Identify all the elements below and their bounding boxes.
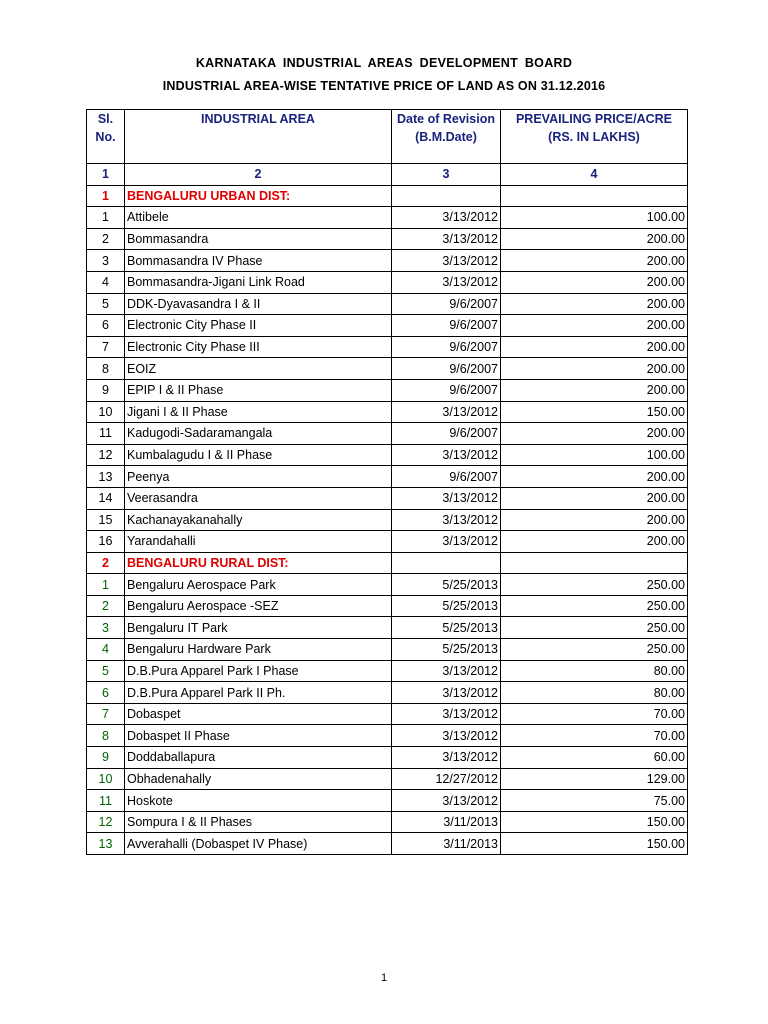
row-sl-no: 4 [87, 271, 125, 293]
header-sl-no: Sl. No. [87, 110, 125, 164]
row-price: 200.00 [501, 466, 688, 488]
table-row [87, 466, 688, 488]
row-industrial-area: Bommasandra [125, 228, 392, 250]
row-price: 200.00 [501, 358, 688, 380]
table-row [87, 574, 688, 596]
table-row [87, 833, 688, 855]
table-row [87, 401, 688, 423]
row-industrial-area: Yarandahalli [125, 531, 392, 553]
row-price: 200.00 [501, 271, 688, 293]
row-industrial-area: Electronic City Phase III [125, 336, 392, 358]
row-price: 100.00 [501, 207, 688, 229]
row-revision-date: 3/13/2012 [392, 747, 501, 769]
row-revision-date: 9/6/2007 [392, 466, 501, 488]
table-row [87, 271, 688, 293]
row-price: 129.00 [501, 768, 688, 790]
row-industrial-area: DDK-Dyavasandra I & II [125, 293, 392, 315]
row-industrial-area: D.B.Pura Apparel Park I Phase [125, 660, 392, 682]
row-revision-date: 12/27/2012 [392, 768, 501, 790]
row-price: 250.00 [501, 617, 688, 639]
row-industrial-area: D.B.Pura Apparel Park II Ph. [125, 682, 392, 704]
row-sl-no: 7 [87, 703, 125, 725]
row-sl-no: 5 [87, 293, 125, 315]
row-revision-date: 3/13/2012 [392, 207, 501, 229]
table-row [87, 595, 688, 617]
column-number: 2 [125, 164, 392, 186]
table-row [87, 509, 688, 531]
row-industrial-area: Bengaluru Aerospace Park [125, 574, 392, 596]
row-price: 60.00 [501, 747, 688, 769]
table-row [87, 531, 688, 553]
table-row [87, 811, 688, 833]
row-sl-no: 4 [87, 639, 125, 661]
table-row [87, 293, 688, 315]
row-industrial-area: Hoskote [125, 790, 392, 812]
row-industrial-area: Bengaluru IT Park [125, 617, 392, 639]
row-price: 200.00 [501, 423, 688, 445]
row-industrial-area: EPIP I & II Phase [125, 379, 392, 401]
row-price: 150.00 [501, 811, 688, 833]
table-row [87, 703, 688, 725]
row-price: 80.00 [501, 682, 688, 704]
document-subtitle: INDUSTRIAL AREA-WISE TENTATIVE PRICE OF LAND AS ON 31.12.2016 [162, 79, 606, 93]
section-number: 1 [87, 185, 125, 207]
section-number: 2 [87, 552, 125, 574]
row-price: 150.00 [501, 833, 688, 855]
row-industrial-area: Electronic City Phase II [125, 315, 392, 337]
row-industrial-area: Attibele [125, 207, 392, 229]
row-sl-no: 8 [87, 725, 125, 747]
column-number-row [87, 164, 688, 186]
row-sl-no: 1 [87, 574, 125, 596]
row-sl-no: 6 [87, 682, 125, 704]
row-industrial-area: Bengaluru Hardware Park [125, 639, 392, 661]
row-revision-date: 3/13/2012 [392, 444, 501, 466]
row-price: 200.00 [501, 509, 688, 531]
row-sl-no: 16 [87, 531, 125, 553]
row-price: 200.00 [501, 531, 688, 553]
row-revision-date: 3/13/2012 [392, 401, 501, 423]
row-price: 200.00 [501, 379, 688, 401]
table-row [87, 444, 688, 466]
row-revision-date: 5/25/2013 [392, 617, 501, 639]
row-price: 100.00 [501, 444, 688, 466]
table-row [87, 228, 688, 250]
row-sl-no: 3 [87, 617, 125, 639]
row-sl-no: 14 [87, 487, 125, 509]
row-sl-no: 15 [87, 509, 125, 531]
row-industrial-area: Veerasandra [125, 487, 392, 509]
table-row [87, 358, 688, 380]
row-price: 200.00 [501, 250, 688, 272]
column-number: 3 [392, 164, 501, 186]
row-price: 200.00 [501, 315, 688, 337]
row-revision-date: 3/13/2012 [392, 487, 501, 509]
row-sl-no: 9 [87, 747, 125, 769]
empty-cell [392, 185, 501, 207]
page-number: 1 [380, 972, 388, 984]
row-sl-no: 8 [87, 358, 125, 380]
row-sl-no: 12 [87, 444, 125, 466]
table-row [87, 617, 688, 639]
row-price: 200.00 [501, 336, 688, 358]
row-price: 75.00 [501, 790, 688, 812]
row-price: 200.00 [501, 487, 688, 509]
row-sl-no: 13 [87, 466, 125, 488]
empty-cell [392, 552, 501, 574]
row-industrial-area: Peenya [125, 466, 392, 488]
table-row [87, 660, 688, 682]
district-section-row [87, 552, 688, 574]
land-price-table [86, 109, 688, 855]
table-row [87, 379, 688, 401]
table-row [87, 315, 688, 337]
table-row [87, 639, 688, 661]
table-row [87, 336, 688, 358]
header-date-of-revision: Date of Revision (B.M.Date) [392, 110, 501, 164]
document-title: KARNATAKA INDUSTRIAL AREAS DEVELOPMENT BOARD [195, 56, 573, 70]
row-sl-no: 2 [87, 228, 125, 250]
section-name: BENGALURU RURAL DIST: [125, 552, 392, 574]
row-industrial-area: Sompura I & II Phases [125, 811, 392, 833]
row-price: 250.00 [501, 639, 688, 661]
row-revision-date: 9/6/2007 [392, 423, 501, 445]
row-sl-no: 6 [87, 315, 125, 337]
row-industrial-area: Bommasandra IV Phase [125, 250, 392, 272]
empty-cell [501, 552, 688, 574]
table-row [87, 790, 688, 812]
row-revision-date: 3/13/2012 [392, 660, 501, 682]
row-price: 70.00 [501, 725, 688, 747]
table-header-row [87, 110, 688, 164]
row-sl-no: 7 [87, 336, 125, 358]
row-industrial-area: Avverahalli (Dobaspet IV Phase) [125, 833, 392, 855]
row-revision-date: 3/11/2013 [392, 811, 501, 833]
row-sl-no: 5 [87, 660, 125, 682]
row-revision-date: 5/25/2013 [392, 574, 501, 596]
row-revision-date: 3/13/2012 [392, 228, 501, 250]
header-industrial-area: INDUSTRIAL AREA [125, 110, 392, 164]
row-industrial-area: Bengaluru Aerospace -SEZ [125, 595, 392, 617]
row-sl-no: 3 [87, 250, 125, 272]
table-row [87, 682, 688, 704]
row-revision-date: 3/13/2012 [392, 703, 501, 725]
row-revision-date: 5/25/2013 [392, 595, 501, 617]
row-revision-date: 3/11/2013 [392, 833, 501, 855]
row-sl-no: 11 [87, 423, 125, 445]
empty-cell [501, 185, 688, 207]
row-revision-date: 3/13/2012 [392, 271, 501, 293]
row-price: 250.00 [501, 595, 688, 617]
row-price: 200.00 [501, 293, 688, 315]
row-industrial-area: Obhadenahally [125, 768, 392, 790]
row-sl-no: 2 [87, 595, 125, 617]
section-name: BENGALURU URBAN DIST: [125, 185, 392, 207]
row-revision-date: 3/13/2012 [392, 509, 501, 531]
row-sl-no: 12 [87, 811, 125, 833]
column-number: 4 [501, 164, 688, 186]
row-sl-no: 9 [87, 379, 125, 401]
column-number: 1 [87, 164, 125, 186]
row-sl-no: 13 [87, 833, 125, 855]
row-industrial-area: Kachanayakanahally [125, 509, 392, 531]
row-revision-date: 3/13/2012 [392, 531, 501, 553]
district-section-row [87, 185, 688, 207]
row-sl-no: 10 [87, 768, 125, 790]
row-industrial-area: Dobaspet II Phase [125, 725, 392, 747]
row-revision-date: 5/25/2013 [392, 639, 501, 661]
row-price: 200.00 [501, 228, 688, 250]
row-price: 70.00 [501, 703, 688, 725]
row-industrial-area: EOIZ [125, 358, 392, 380]
row-sl-no: 1 [87, 207, 125, 229]
row-price: 80.00 [501, 660, 688, 682]
row-revision-date: 3/13/2012 [392, 682, 501, 704]
row-revision-date: 9/6/2007 [392, 315, 501, 337]
table-row [87, 487, 688, 509]
table-row [87, 725, 688, 747]
table-row [87, 768, 688, 790]
table-row [87, 747, 688, 769]
row-industrial-area: Jigani I & II Phase [125, 401, 392, 423]
row-industrial-area: Bommasandra-Jigani Link Road [125, 271, 392, 293]
row-revision-date: 3/13/2012 [392, 790, 501, 812]
row-industrial-area: Dobaspet [125, 703, 392, 725]
row-revision-date: 9/6/2007 [392, 379, 501, 401]
row-revision-date: 9/6/2007 [392, 358, 501, 380]
row-revision-date: 3/13/2012 [392, 725, 501, 747]
row-price: 150.00 [501, 401, 688, 423]
table-row [87, 250, 688, 272]
table-row [87, 423, 688, 445]
row-revision-date: 3/13/2012 [392, 250, 501, 272]
row-sl-no: 11 [87, 790, 125, 812]
row-price: 250.00 [501, 574, 688, 596]
row-industrial-area: Kumbalagudu I & II Phase [125, 444, 392, 466]
row-industrial-area: Kadugodi-Sadaramangala [125, 423, 392, 445]
row-revision-date: 9/6/2007 [392, 336, 501, 358]
row-sl-no: 10 [87, 401, 125, 423]
header-prevailing-price: PREVAILING PRICE/ACRE (RS. IN LAKHS) [501, 110, 688, 164]
row-industrial-area: Doddaballapura [125, 747, 392, 769]
table-row [87, 207, 688, 229]
row-revision-date: 9/6/2007 [392, 293, 501, 315]
